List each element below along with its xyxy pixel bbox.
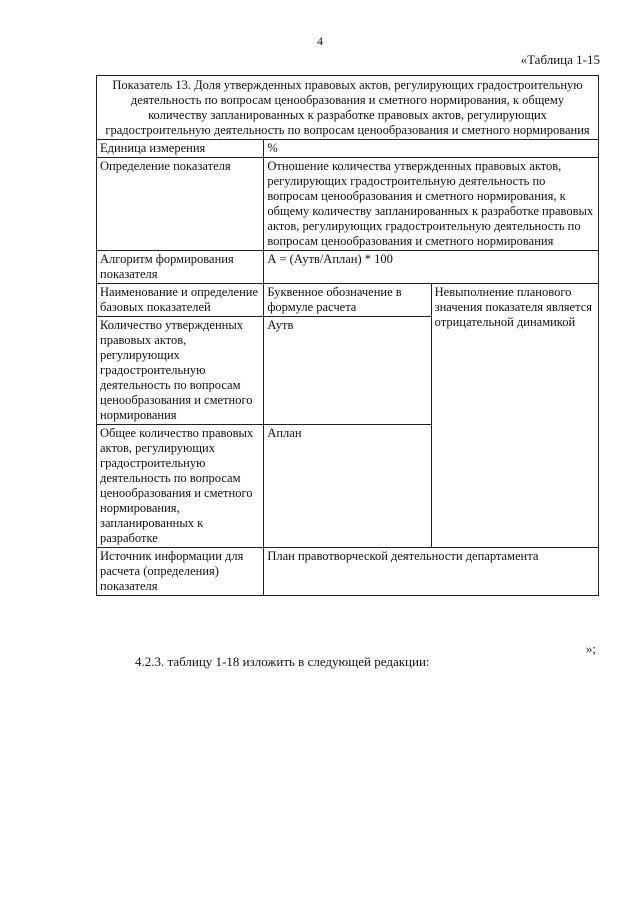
definition-label: Определение показателя [97,158,264,251]
unit-label: Единица измерения [97,140,264,158]
planned-acts-letter: Аплан [264,425,431,548]
base-indicators-header: Наименование и определение базовых показателей [97,284,264,317]
unit-value: % [264,140,599,158]
table-row [97,140,599,158]
algorithm-label: Алгоритм формирования показателя [97,251,264,284]
closing-quote: »; [585,641,596,656]
table-row [97,76,599,140]
algorithm-value: А = (Аутв/Аплан) * 100 [264,251,599,284]
approved-acts-letter: Аутв [264,317,431,425]
dynamics-note: Невыполнение планового значения показателя является отрицательной динамикой [431,284,598,548]
indicator-title: Показатель 13. Доля утвержденных правовых актов, регулирующих градостроительную деятельность по вопросам ценообразования и сметного нормирования, к общему количеству запланированных к разработке правовых актов, регулирующих градостроительную деятельность по вопросам ценообразования и сметного нормирования [97,76,599,140]
source-value: План правотворческой деятельности департамента [264,548,599,596]
definition-value: Отношение количества утвержденных правовых актов, регулирующих градостроительную деятельность по вопросам ценообразования и сметного нормирования, к общему количеству запланированных к разработке правовых актов, регулирующих градостроительную деятельность по вопросам ценообразования и сметного нормирования [264,158,599,251]
table-reference: «Таблица 1-15 [520,52,600,67]
table-row [97,158,599,251]
table-row [97,548,599,596]
indicator-table [96,75,599,596]
letter-designation-header: Буквенное обозначение в формуле расчета [264,284,431,317]
page-number: 4 [317,34,323,48]
table-row [97,284,599,317]
instruction-text: 4.2.3. таблицу 1-18 изложить в следующей редакции: [135,654,430,669]
table-row [97,251,599,284]
source-label: Источник информации для расчета (определения) показателя [97,548,264,596]
approved-acts-name: Количество утвержденных правовых актов, регулирующих градостроительную деятельность по вопросам ценообразования и сметного нормирования [97,317,264,425]
planned-acts-name: Общее количество правовых актов, регулирующих градостроительную деятельность по вопросам ценообразования и сметного нормирования, запланированных к разработке [97,425,264,548]
